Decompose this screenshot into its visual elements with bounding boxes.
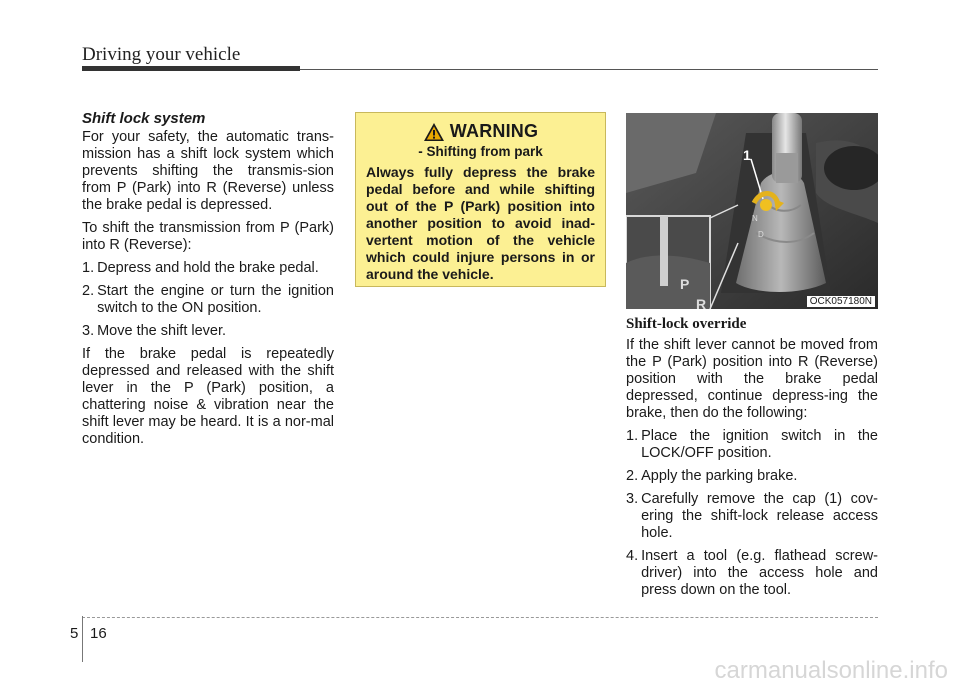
callout-1: 1	[743, 147, 751, 163]
warning-word: WARNING	[449, 121, 539, 141]
step-text: Move the shift lever.	[97, 323, 227, 339]
header-rule-thin	[300, 69, 878, 70]
step-number: 1.	[82, 260, 95, 276]
list-item	[82, 260, 334, 277]
paragraph-override-intro: If the shift lever cannot be moved from the P (Park) position into R (Reverse) position with the brake pedal depressed, continue depress-ing the brake, then do the following:	[626, 337, 878, 421]
warning-triangle-icon	[423, 122, 445, 142]
page-header-title: Driving your vehicle	[82, 44, 241, 65]
paragraph-note: If the brake pedal is repeatedly depressed and released with the shift lever in the P (Park) position, a chattering noise & vibration near the shift lever may be heard. It is a nor-mal condition.	[82, 346, 334, 447]
warning-topic: - Shifting from park	[418, 144, 543, 159]
list-item	[82, 283, 334, 317]
shift-lever-illustration	[626, 113, 878, 309]
section-heading-shift-lock: Shift lock system	[82, 110, 206, 127]
section-heading-override: Shift-lock override	[626, 316, 747, 332]
section-number: 5	[70, 625, 79, 642]
shift-lever-photo	[626, 113, 878, 309]
warning-box	[355, 112, 606, 287]
list-item	[82, 323, 334, 340]
lever-letter-r: R	[696, 296, 707, 309]
footer-rule	[82, 617, 878, 618]
watermark: carmanualsonline.info	[714, 657, 948, 684]
paragraph-intro: For your safety, the automatic trans-mission has a shift lock system which prevents shifting the transmis-sion from P (Park) into R (Reverse) unless the brake pedal is depressed.	[82, 129, 334, 213]
page-number: 16	[90, 625, 107, 642]
step-number: 3.	[82, 323, 95, 339]
list-item	[626, 468, 878, 485]
list-item	[626, 428, 878, 462]
step-text: Start the engine or turn the ignition switch to the ON position.	[97, 283, 334, 316]
lever-letter-p: P	[680, 276, 690, 292]
step-text: Depress and hold the brake pedal.	[97, 260, 319, 276]
left-column	[82, 110, 334, 454]
paragraph-to-shift: To shift the transmission from P (Park) into R (Reverse):	[82, 220, 334, 253]
right-column	[626, 316, 878, 605]
step-text: Place the ignition switch in the LOCK/OFF position.	[641, 428, 878, 461]
list-item	[626, 548, 878, 599]
step-text: Apply the parking brake.	[641, 468, 798, 484]
step-number: 2.	[82, 283, 95, 299]
lever-letter-n: N	[752, 214, 758, 223]
footer-divider	[82, 616, 83, 662]
lever-letter-d: D	[758, 230, 764, 239]
warning-body: Always fully depress the brake pedal before and while shifting out of the P (Park) position into another position to avoid inad-vertent motion of the vehicle which could injure persons in or around the vehicle.	[366, 164, 595, 282]
step-text: Insert a tool (e.g. flathead screw-driver) into the access hole and press down on the tool.	[641, 548, 878, 598]
header-rule-thick	[82, 66, 300, 71]
step-number: 2.	[626, 468, 639, 484]
list-item	[626, 491, 878, 542]
step-number: 4.	[626, 548, 639, 564]
step-number: 1.	[626, 428, 639, 444]
image-code: OCK057180N	[807, 296, 875, 307]
warning-header	[366, 121, 595, 142]
step-number: 3.	[626, 491, 639, 507]
step-text: Carefully remove the cap (1) cov-ering the shift-lock release access hole.	[641, 491, 878, 541]
